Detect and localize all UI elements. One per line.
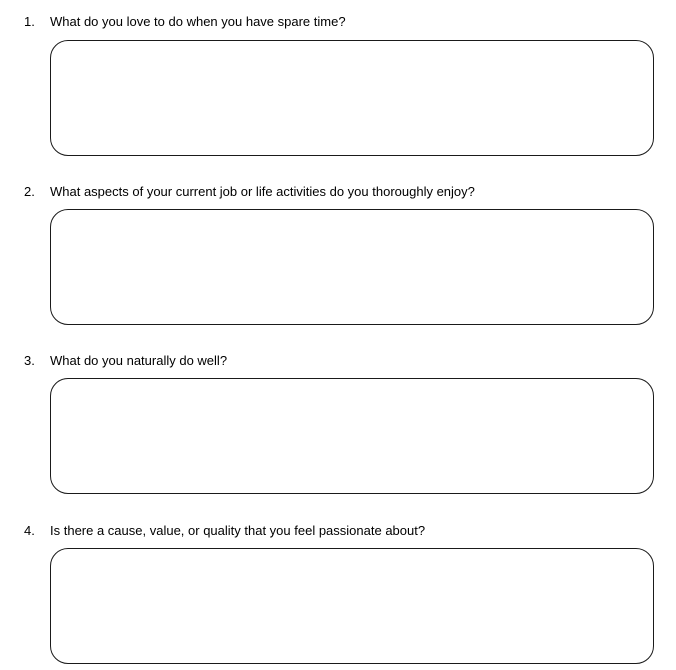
answer-box-1[interactable] <box>50 40 654 156</box>
question-text: Is there a cause, value, or quality that you feel passionate about? <box>50 523 426 538</box>
question-number: 1. <box>24 14 35 29</box>
question-text: What do you naturally do well? <box>50 353 228 368</box>
question-number: 3. <box>24 353 35 368</box>
question-1 <box>0 13 676 33</box>
question-2 <box>0 183 676 203</box>
question-4 <box>0 522 676 542</box>
question-text: What do you love to do when you have spare time? <box>50 14 346 29</box>
question-text: What aspects of your current job or life activities do you thoroughly enjoy? <box>50 184 475 199</box>
answer-box-2[interactable] <box>50 209 654 325</box>
answer-box-3[interactable] <box>50 378 654 494</box>
answer-box-4[interactable] <box>50 548 654 664</box>
question-number: 2. <box>24 184 35 199</box>
question-number: 4. <box>24 523 35 538</box>
question-3 <box>0 352 676 372</box>
